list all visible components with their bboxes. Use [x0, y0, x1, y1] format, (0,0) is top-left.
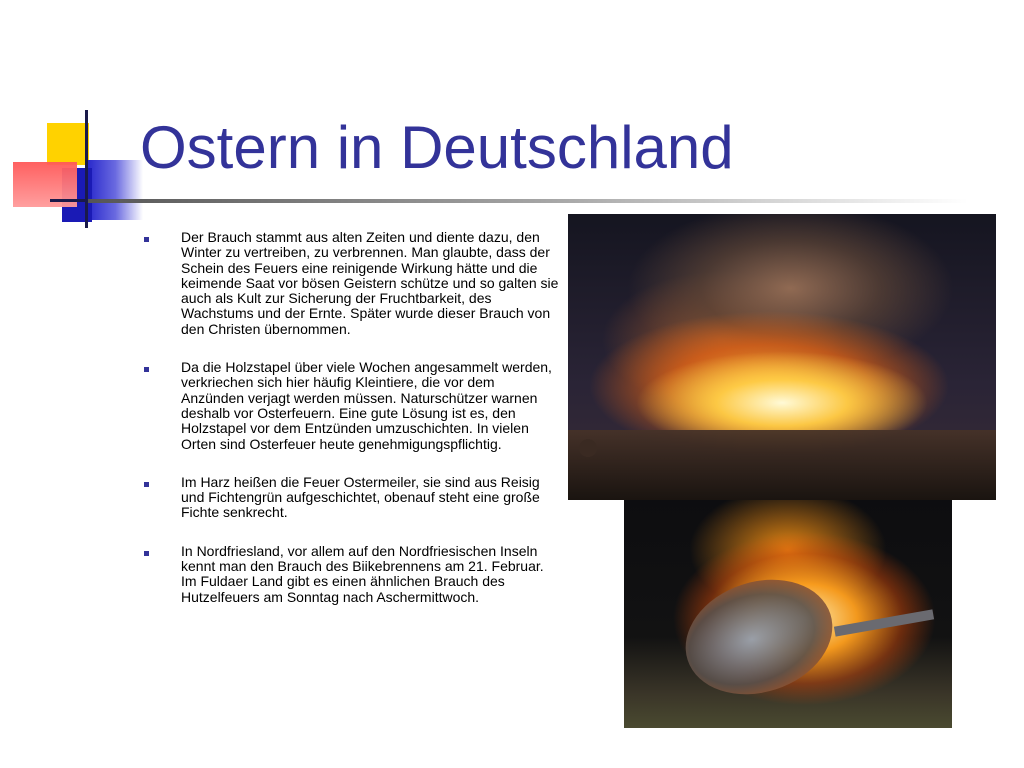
blue-gradient-square — [88, 160, 143, 220]
bullet-text: In Nordfriesland, vor allem auf den Nordfriesischen Inseln kennt man den Brauch des Biikebrennens am 21. Februar. Im Fuldaer Land gibt es einen ähnlichen Brauch des Hutzelfeuers am Sonntag nach Aschermittwoch. — [181, 542, 544, 605]
bullet-item — [140, 230, 560, 337]
bullet-square-icon — [144, 551, 149, 556]
burning-bale — [671, 562, 848, 713]
crowd-silhouette — [568, 430, 996, 500]
bullet-square-icon — [144, 482, 149, 487]
bullet-list — [140, 230, 560, 628]
bullet-text: Da die Holzstapel über viele Wochen angesammelt werden, verkriechen sich hier häufig Kleintiere, die vor dem Anzünden verjagt werden müssen. Naturschützer warnen deshalb vor Osterfeuern. Eine gute Lösung ist es, den Holzstapel vor dem Entzünden umzuschichten. In vielen Orten sind Osterfeuer heute genehmigungspflichtig. — [181, 359, 552, 452]
title-underline — [88, 199, 968, 203]
burning-bale-photo — [624, 500, 952, 728]
vertical-line — [85, 110, 88, 228]
bullet-item — [140, 360, 560, 452]
yellow-square — [47, 123, 89, 165]
bullet-square-icon — [144, 237, 149, 242]
pole — [834, 609, 934, 636]
bullet-text: Im Harz heißen die Feuer Ostermeiler, sie sind aus Reisig und Fichtengrün aufgeschichtet, obenauf steht eine große Fichte senkrecht. — [181, 473, 540, 521]
bullet-text: Der Brauch stammt aus alten Zeiten und diente dazu, den Winter zu vertreiben, zu verbrennen. Man glaubte, dass der Schein des Feuers eine reinigende Wirkung hätte und die keimende Saat vor bösen Geistern schütze und so galten sie auch als Kult zur Sicherung der Fruchtbarkeit, des Wachstums und der Ernte. Später wurde dieser Brauch von den Christen übernommen. — [181, 229, 559, 337]
bonfire-photo — [568, 214, 996, 500]
bullet-item — [140, 544, 560, 605]
corner-decoration — [0, 0, 150, 240]
slide-title: Ostern in Deutschland — [140, 114, 734, 181]
bullet-square-icon — [144, 367, 149, 372]
bullet-item — [140, 475, 560, 521]
